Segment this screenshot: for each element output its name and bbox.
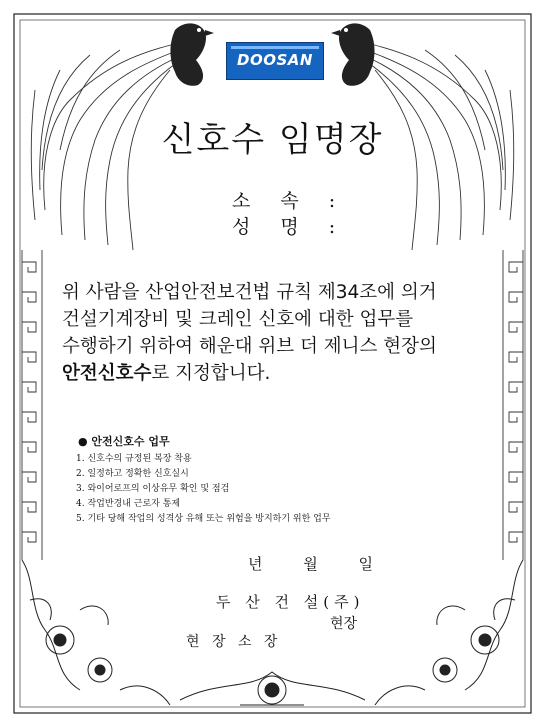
certificate-title: 신호수 임명장 bbox=[161, 120, 384, 160]
doosan-logo bbox=[226, 42, 324, 80]
bottom-left-floral-ornament bbox=[22, 560, 170, 705]
bottom-right-floral-ornament bbox=[375, 560, 523, 705]
statement-line-1: 위 사람을 산업안전보건법 규칙 제34조에 의거 bbox=[62, 282, 437, 303]
role-name: 안전신호수 bbox=[62, 363, 152, 384]
statement-line-3: 수행하기 위하여 해운대 위브 더 제니스 현장의 bbox=[62, 336, 437, 357]
left-phoenix-icon bbox=[170, 23, 214, 85]
site-label: 현장 bbox=[330, 616, 358, 632]
statement-line-4 bbox=[62, 360, 502, 387]
duties-list bbox=[76, 452, 331, 527]
left-key-band bbox=[22, 250, 42, 560]
affiliation-field: 소 속 : bbox=[232, 190, 348, 212]
duty-item: 4. 작업반경내 근로자 통제 bbox=[76, 499, 181, 509]
bottom-center-emblem bbox=[180, 672, 365, 705]
logo-stripe bbox=[231, 46, 319, 49]
name-field: 성 명 : bbox=[232, 216, 348, 238]
appointment-statement bbox=[62, 279, 502, 387]
duty-item: 2. 일정하고 정확한 신호실시 bbox=[76, 469, 189, 479]
site-manager-label: 현 장 소 장 bbox=[186, 634, 282, 650]
right-key-band bbox=[503, 250, 523, 560]
right-phoenix-icon bbox=[331, 23, 375, 85]
duty-item: 3. 와이어로프의 이상유무 확인 및 점검 bbox=[76, 484, 230, 494]
duty-item: 5. 기타 당해 작업의 성격상 유해 또는 위험을 방지하기 위한 업무 bbox=[76, 514, 331, 524]
duties-heading: ● 안전신호수 업무 bbox=[78, 435, 170, 448]
statement-line-4-rest: 로 지정합니다. bbox=[151, 363, 271, 384]
duty-item: 1. 신호수의 규정된 복장 착용 bbox=[76, 454, 192, 464]
statement-line-2: 건설기계장비 및 크레인 신호에 대한 업무를 bbox=[62, 309, 414, 330]
date-line: 년 월 일 bbox=[248, 555, 392, 573]
company-name: 두 산 건 설(주) bbox=[216, 593, 365, 611]
logo-text: DOOSAN bbox=[237, 51, 313, 69]
